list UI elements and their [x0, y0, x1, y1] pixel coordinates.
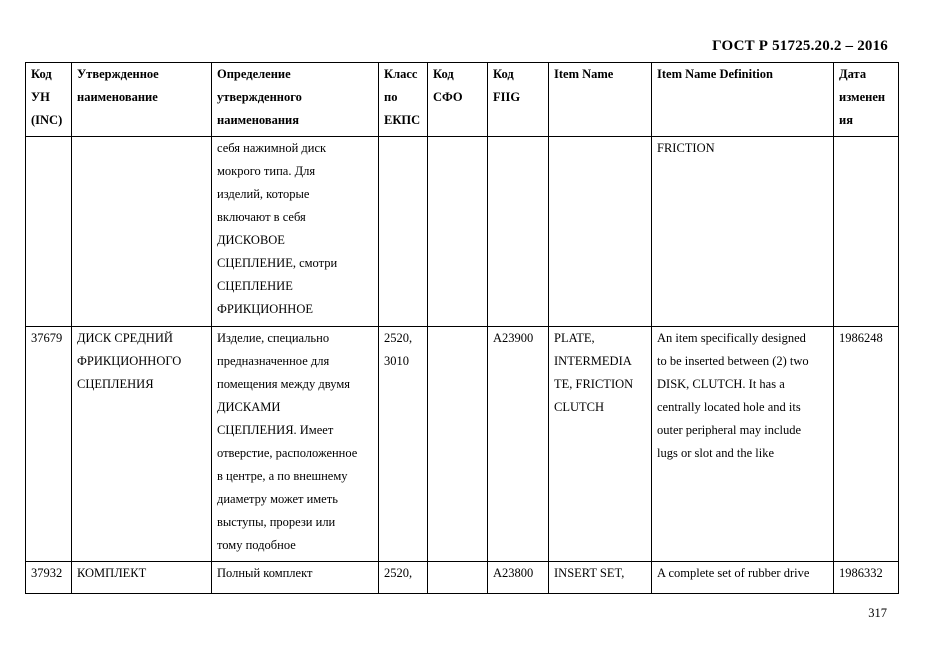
header-line: FIIG	[493, 90, 521, 104]
cell-line: помещения между двумя	[217, 377, 350, 391]
cell-line: себя нажимной диск	[217, 141, 327, 155]
change-date-cell	[834, 327, 899, 562]
header-line: Класс	[384, 67, 418, 81]
change-date-cell	[834, 562, 899, 594]
cell-line: A23800	[493, 566, 534, 580]
header-line: (INC)	[31, 113, 63, 127]
header-line: Дата	[839, 67, 867, 81]
cell-line: Полный комплект	[217, 566, 313, 580]
cell-line: FRICTION	[657, 141, 715, 155]
inc-cell	[26, 327, 72, 562]
cell-line: ДИСКАМИ	[217, 400, 281, 414]
table-row	[26, 562, 899, 594]
cell-line: 37932	[31, 566, 63, 580]
header-line: по	[384, 90, 398, 104]
fiig-cell	[488, 327, 549, 562]
document-header: ГОСТ Р 51725.20.2 – 2016	[712, 38, 888, 54]
header-line: ЕКПС	[384, 113, 421, 127]
cell-line: outer peripheral may include	[657, 423, 802, 437]
sfo-cell	[428, 327, 488, 562]
header-line: Item Name Definition	[657, 67, 773, 81]
cell-line: ДИСК СРЕДНИЙ	[77, 331, 173, 345]
item-definition-cell	[652, 327, 834, 562]
header-line: наименование	[77, 90, 158, 104]
cell-line: to be inserted between (2) two	[657, 354, 809, 368]
cell-line: INTERMEDIA	[554, 354, 632, 368]
definition-cell	[212, 137, 379, 327]
col-header-item-name	[549, 63, 652, 137]
approved-name-cell	[72, 562, 212, 594]
cell-line: lugs or slot and the like	[657, 446, 774, 460]
cell-line: тому подобное	[217, 538, 296, 552]
col-header-class	[379, 63, 428, 137]
cell-line: Изделие, специально	[217, 331, 330, 345]
cell-line: 3010	[384, 354, 409, 368]
cell-line: INSERT SET,	[554, 566, 625, 580]
cell-line: 37679	[31, 331, 63, 345]
header-line: СФО	[433, 90, 463, 104]
sfo-cell	[428, 137, 488, 327]
item-name-table	[25, 62, 899, 594]
fiig-cell	[488, 137, 549, 327]
header-line: Код	[433, 67, 454, 81]
table-header-row	[26, 63, 899, 137]
cell-line: диаметру может иметь	[217, 492, 338, 506]
sfo-cell	[428, 562, 488, 594]
cell-line: 1986332	[839, 566, 883, 580]
cell-line: ДИСКОВОЕ	[217, 233, 285, 247]
cell-line: КОМПЛЕКТ	[77, 566, 147, 580]
cell-line: выступы, прорези или	[217, 515, 336, 529]
cell-line: предназначенное для	[217, 354, 330, 368]
item-name-cell	[549, 562, 652, 594]
cell-line: DISK, CLUTCH. It has a	[657, 377, 785, 391]
header-line: Код	[31, 67, 52, 81]
header-line: УН	[31, 90, 50, 104]
cell-line: TE, FRICTION	[554, 377, 634, 391]
header-line: Утвержденное	[77, 67, 159, 81]
inc-cell	[26, 562, 72, 594]
cell-line: СЦЕПЛЕНИЯ. Имеет	[217, 423, 334, 437]
definition-cell	[212, 562, 379, 594]
cell-line: CLUTCH	[554, 400, 604, 414]
cell-line: СЦЕПЛЕНИЕ	[217, 279, 293, 293]
cell-line: ФРИКЦИОННОГО	[77, 354, 182, 368]
header-line: Код	[493, 67, 514, 81]
change-date-cell	[834, 137, 899, 327]
cell-line: 2520,	[384, 566, 413, 580]
definition-cell	[212, 327, 379, 562]
cell-line: A complete set of rubber drive	[657, 566, 810, 580]
table-row	[26, 137, 899, 327]
cell-line: СЦЕПЛЕНИЯ	[77, 377, 154, 391]
item-name-cell	[549, 137, 652, 327]
item-name-cell	[549, 327, 652, 562]
col-header-fiig-code	[488, 63, 549, 137]
table-row	[26, 327, 899, 562]
class-cell	[379, 562, 428, 594]
col-header-sfo-code	[428, 63, 488, 137]
cell-line: мокрого типа. Для	[217, 164, 316, 178]
header-line: ия	[839, 113, 853, 127]
cell-line: отверстие, расположенное	[217, 446, 358, 460]
col-header-inc	[26, 63, 72, 137]
header-line: наименования	[217, 113, 300, 127]
header-line: Определение	[217, 67, 291, 81]
class-cell	[379, 137, 428, 327]
cell-line: СЦЕПЛЕНИЕ, смотри	[217, 256, 338, 270]
cell-line: ФРИКЦИОННОЕ	[217, 302, 313, 316]
inc-cell	[26, 137, 72, 327]
header-line: изменен	[839, 90, 886, 104]
approved-name-cell	[72, 137, 212, 327]
cell-line: PLATE,	[554, 331, 595, 345]
cell-line: 2520,	[384, 331, 413, 345]
cell-line: 1986248	[839, 331, 883, 345]
cell-line: An item specifically designed	[657, 331, 806, 345]
cell-line: включают в себя	[217, 210, 306, 224]
item-definition-cell	[652, 562, 834, 594]
fiig-cell	[488, 562, 549, 594]
cell-line: A23900	[493, 331, 534, 345]
item-definition-cell	[652, 137, 834, 327]
cell-line: изделий, которые	[217, 187, 310, 201]
cell-line: в центре, а по внешнему	[217, 469, 348, 483]
col-header-item-name-definition	[652, 63, 834, 137]
approved-name-cell	[72, 327, 212, 562]
page-number: 317	[868, 606, 887, 620]
col-header-approved-name	[72, 63, 212, 137]
header-line: Item Name	[554, 67, 614, 81]
col-header-definition	[212, 63, 379, 137]
col-header-change-date	[834, 63, 899, 137]
cell-line: centrally located hole and its	[657, 400, 801, 414]
class-cell	[379, 327, 428, 562]
header-line: утвержденного	[217, 90, 302, 104]
